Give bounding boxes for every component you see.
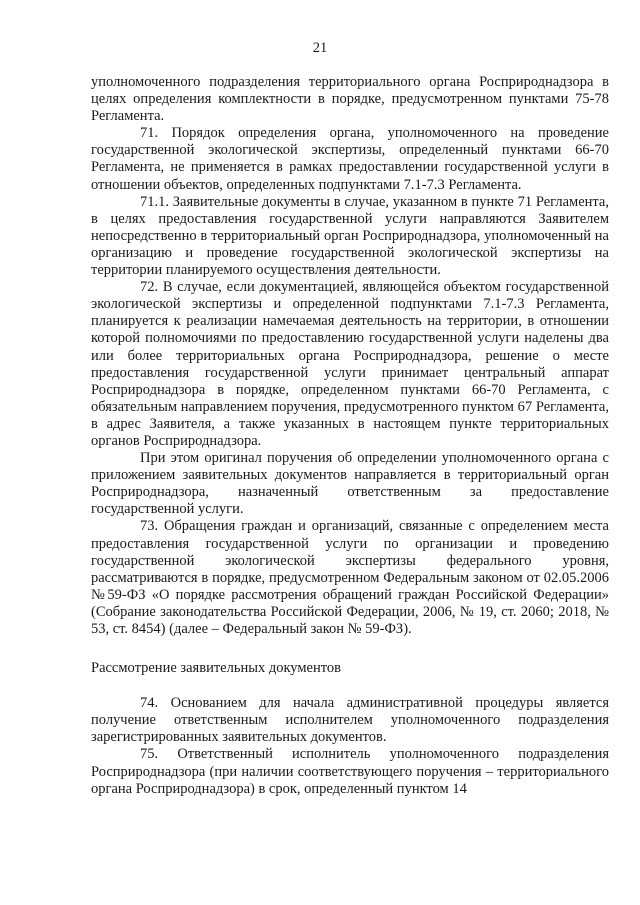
paragraph-74: 74. Основанием для начала административной процедуры является получение ответственным исполнителем уполномоченного подразделения зарегистрированных заявительных документов. bbox=[91, 695, 609, 746]
paragraph-73: 73. Обращения граждан и организаций, связанные с определением места предоставления государственной услуги по организации и проведению государственной экологической экспертизы федерального уровня, рассматриваются в порядке, предусмотренном Федеральным законом от 02.05.2006 №59-ФЗ «О порядке рассмотрения обращений граждан Российской Федерации» (Собрание законодательства Российской Федерации, 2006, № 19, ст. 2060; 2018, № 53, ст. 8454) (далее – Федеральный закон № 59-ФЗ). bbox=[91, 518, 609, 637]
page-number: 21 bbox=[312, 40, 328, 56]
paragraph-75: 75. Ответственный исполнитель уполномоченного подразделения Росприроднадзора (при наличии соответствующего поручения – территориального органа Росприроднадзора) в срок, определенный пунктом 14 bbox=[91, 746, 609, 797]
paragraph-continuation: уполномоченного подразделения территориального органа Росприроднадзора в целях определения комплектности в порядке, предусмотренном пунктами 75-78 Регламента. bbox=[91, 74, 609, 125]
paragraph-72-note: При этом оригинал поручения об определении уполномоченного органа с приложением заявительных документов направляется в территориальный орган Росприроднадзора, назначенный ответственным за предоставление государственной услуги. bbox=[91, 450, 609, 518]
section-heading: Рассмотрение заявительных документов bbox=[91, 660, 341, 677]
document-body bbox=[91, 74, 609, 798]
paragraph-71: 71. Порядок определения органа, уполномоченного на проведение государственной экологической экспертизы, определенный пунктами 66-70 Регламента, не применяется в рамках предоставлении государственной услуги в отношении объектов, определенных подпунктами 7.1-7.3 Регламента. bbox=[91, 125, 609, 193]
paragraph-71-1: 71.1. Заявительные документы в случае, указанном в пункте 71 Регламента, в целях предоставления государственной услуги направляются Заявителем непосредственно в территориальный орган Росприроднадзора, уполномоченный на организацию и проведение государственной экологической экспертизы на территории планируемого осуществления деятельности. bbox=[91, 193, 609, 279]
paragraph-72: 72. В случае, если документацией, являющейся объектом государственной экологической экспертизы и определенной подпунктами 7.1-7.3 Регламента, планируется к реализации намечаемая деятельность на территории, в отношении которой полномочиями по предоставлению государственной услуги наделены два или более территориальных органа Росприроднадзора, решение о месте предоставления государственной услуги принимает центральный аппарат Росприроднадзора в порядке, определенном пунктами 66-70 Регламента, с обязательным направлением поручения, предусмотренного пунктом 67 Регламента, в адрес Заявителя, а также указанных в настоящем пункте территориальных органов Росприроднадзора. bbox=[91, 279, 609, 449]
